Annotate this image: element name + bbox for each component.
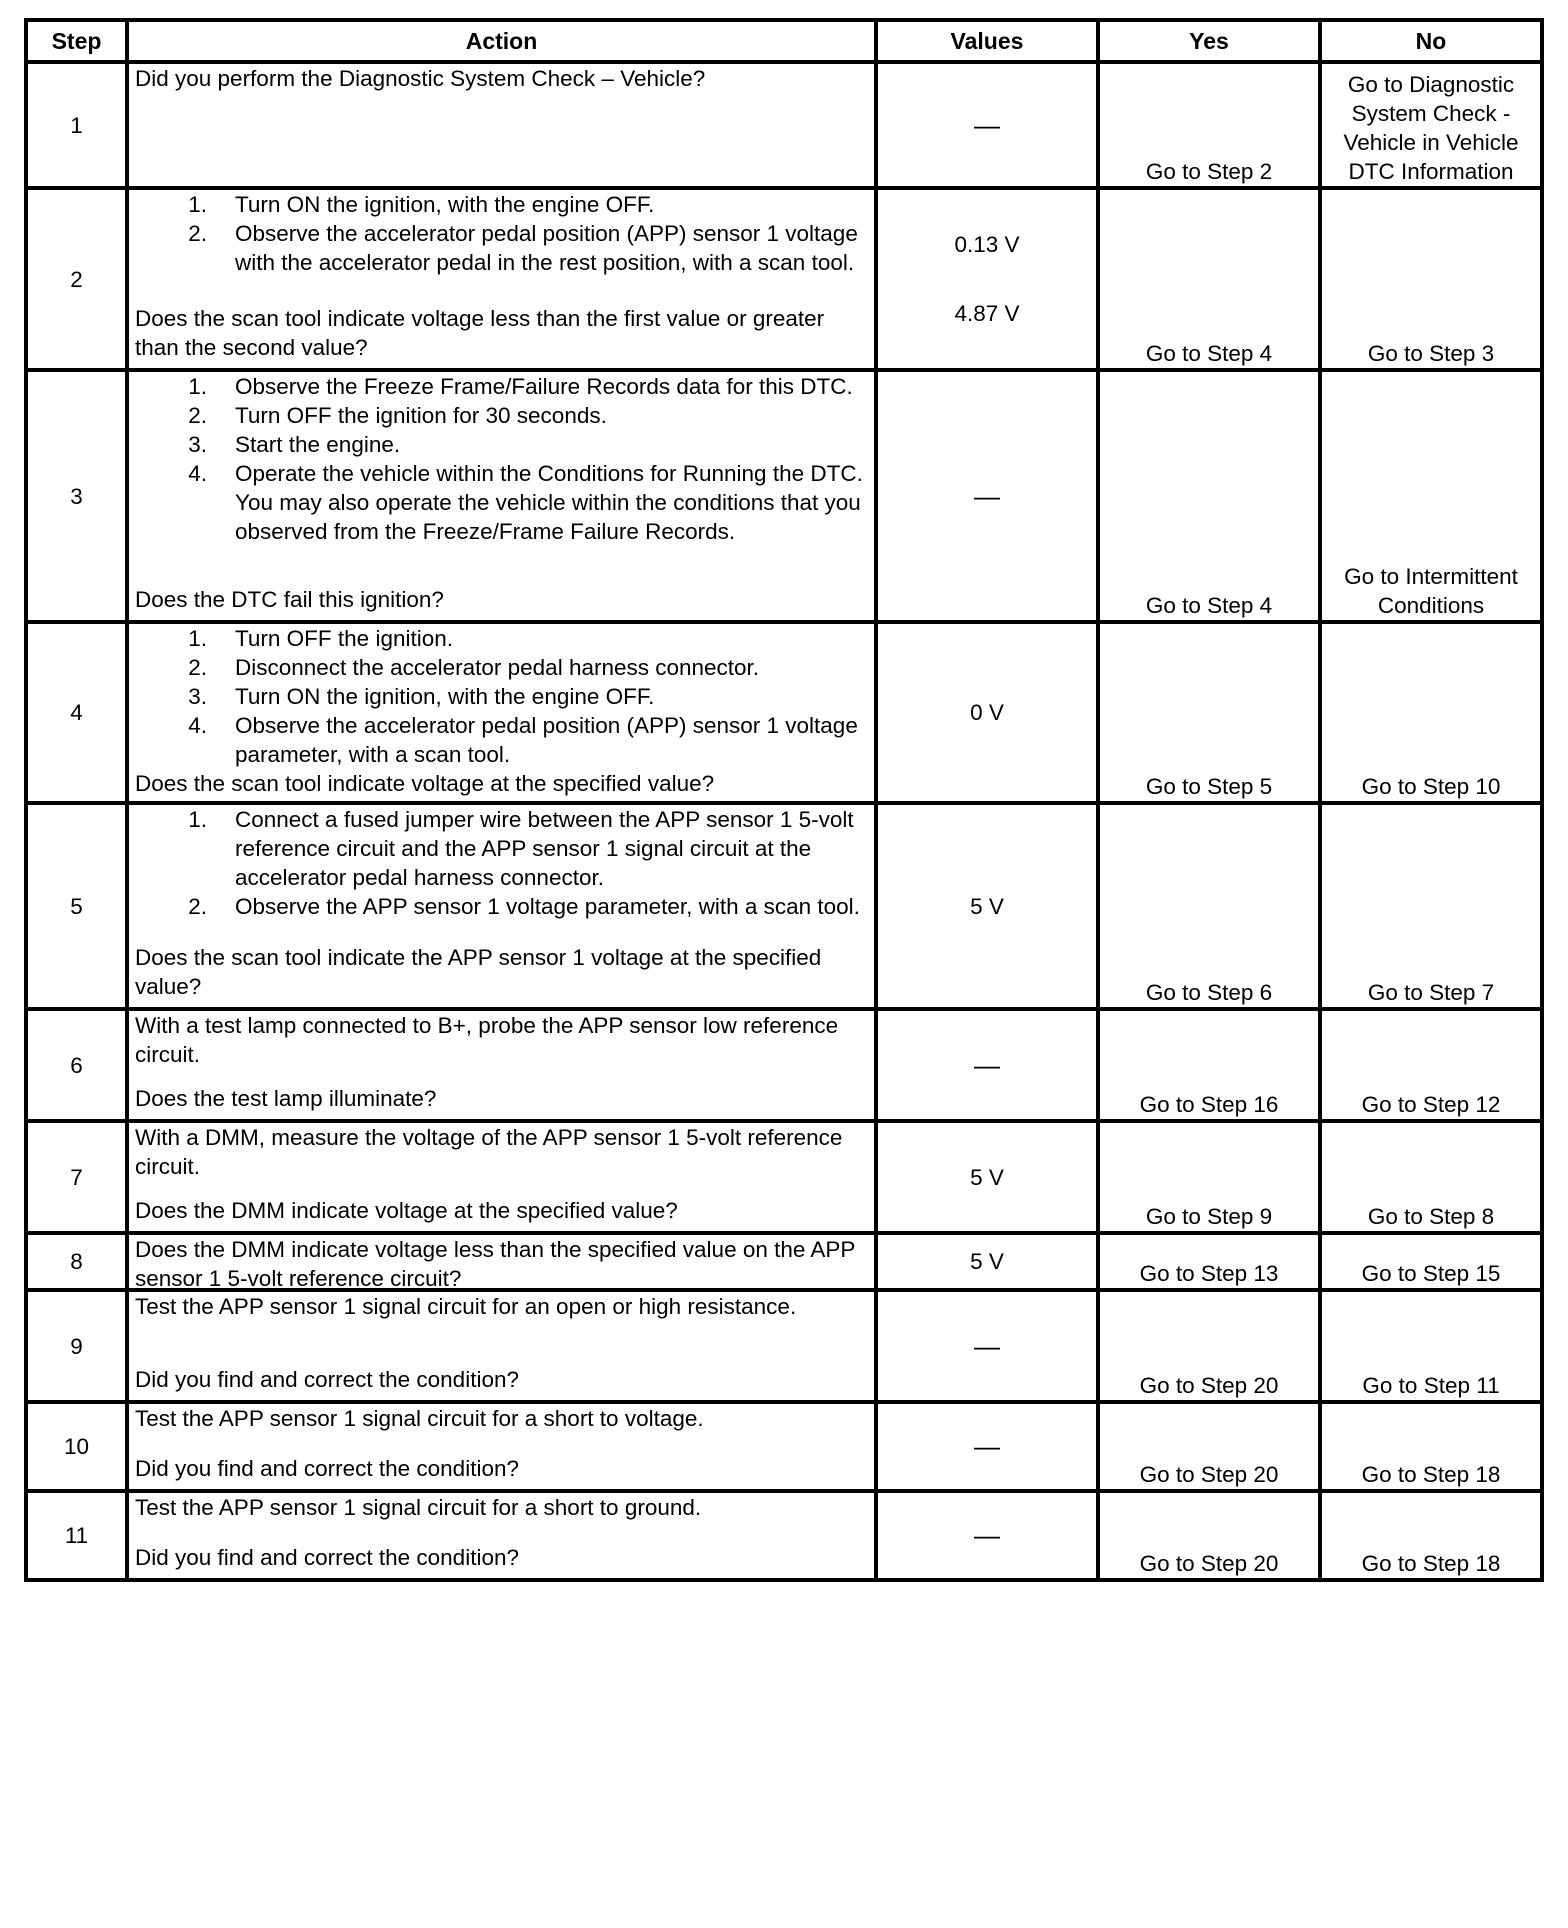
action-step-item xyxy=(135,430,868,459)
action-question: Does the scan tool indicate the APP sensor 1 voltage at the specified value? xyxy=(135,945,822,999)
action-steps xyxy=(135,190,868,277)
table-row xyxy=(26,62,1542,188)
no-link[interactable]: Go to Step 18 xyxy=(1320,1491,1542,1580)
action-step-text: Operate the vehicle within the Conditions for Running the DTC. You may also operate the vehicle within the conditions that you observed from the Freeze/Frame Failure Records. xyxy=(235,461,863,544)
no-link[interactable]: Go to Step 11 xyxy=(1320,1290,1542,1402)
action-step-item xyxy=(135,624,868,653)
value-text: — xyxy=(974,1431,1000,1461)
action-steps xyxy=(135,624,868,769)
no-link[interactable]: Go to Intermittent Conditions xyxy=(1320,370,1542,622)
header-no: No xyxy=(1320,20,1542,62)
header-action: Action xyxy=(127,20,876,62)
value-text: 5 V xyxy=(970,1249,1004,1274)
action-cell xyxy=(127,803,876,1009)
step-number: 5 xyxy=(26,803,127,1009)
action-step-text: Observe the accelerator pedal position (APP) sensor 1 voltage parameter, with a scan tool. xyxy=(235,713,858,767)
yes-link[interactable]: Go to Step 4 xyxy=(1098,370,1320,622)
table-row xyxy=(26,1491,1542,1580)
action-step-number: 1. xyxy=(188,192,207,217)
table-row xyxy=(26,1290,1542,1402)
header-row xyxy=(26,20,1542,62)
action-text: Did you perform the Diagnostic System Check – Vehicle? xyxy=(135,66,706,91)
values-cell xyxy=(876,622,1098,803)
action-cell xyxy=(127,1121,876,1233)
action-step-text: Disconnect the accelerator pedal harness connector. xyxy=(235,655,760,680)
action-text: With a DMM, measure the voltage of the APP sensor 1 5-volt reference circuit. xyxy=(135,1125,843,1179)
action-step-item xyxy=(135,653,868,682)
action-text: Does the DMM indicate voltage less than the specified value on the APP sensor 1 5-volt reference circuit? xyxy=(135,1237,856,1291)
action-question: Does the DMM indicate voltage at the specified value? xyxy=(135,1198,678,1223)
action-step-number: 3. xyxy=(188,684,207,709)
action-steps xyxy=(135,372,868,546)
step-number: 6 xyxy=(26,1009,127,1121)
table-row xyxy=(26,1121,1542,1233)
action-step-number: 3. xyxy=(188,432,207,457)
action-question: Does the scan tool indicate voltage less than the first value or greater than the second value? xyxy=(135,306,825,360)
action-question: Did you find and correct the condition? xyxy=(135,1456,519,1481)
action-step-number: 1. xyxy=(188,374,207,399)
value-text: — xyxy=(974,1330,1000,1361)
step-number: 9 xyxy=(26,1290,127,1402)
action-step-text: Turn ON the ignition, with the engine OFF. xyxy=(235,684,655,709)
action-step-item xyxy=(135,711,868,769)
action-step-number: 1. xyxy=(188,807,207,832)
yes-link[interactable]: Go to Step 20 xyxy=(1098,1402,1320,1491)
table-row xyxy=(26,1009,1542,1121)
action-step-number: 2. xyxy=(188,894,207,919)
step-number: 2 xyxy=(26,188,127,370)
value-text: — xyxy=(974,1049,1000,1080)
values-cell xyxy=(876,370,1098,622)
table-row xyxy=(26,803,1542,1009)
action-step-text: Turn ON the ignition, with the engine OFF. xyxy=(235,192,655,217)
step-number: 8 xyxy=(26,1233,127,1290)
action-text: Test the APP sensor 1 signal circuit for an open or high resistance. xyxy=(135,1294,797,1319)
action-text: Test the APP sensor 1 signal circuit for a short to ground. xyxy=(135,1495,702,1520)
values-cell xyxy=(876,1290,1098,1402)
value-text: 0 V xyxy=(970,700,1004,725)
no-link[interactable]: Go to Step 18 xyxy=(1320,1402,1542,1491)
step-number: 11 xyxy=(26,1491,127,1580)
action-step-text: Observe the Freeze Frame/Failure Records data for this DTC. xyxy=(235,374,853,399)
action-step-number: 2. xyxy=(188,403,207,428)
action-cell xyxy=(127,1290,876,1402)
no-link[interactable]: Go to Step 10 xyxy=(1320,622,1542,803)
no-link[interactable]: Go to Diagnostic System Check - Vehicle in Vehicle DTC Information xyxy=(1320,62,1542,188)
values-cell xyxy=(876,803,1098,1009)
action-step-number: 4. xyxy=(188,461,207,486)
step-number: 4 xyxy=(26,622,127,803)
action-step-number: 1. xyxy=(188,626,207,651)
values-cell xyxy=(876,1233,1098,1290)
values-cell xyxy=(876,1121,1098,1233)
action-cell xyxy=(127,622,876,803)
action-step-item xyxy=(135,401,868,430)
yes-link[interactable]: Go to Step 16 xyxy=(1098,1009,1320,1121)
action-cell xyxy=(127,1491,876,1580)
no-link[interactable]: Go to Step 8 xyxy=(1320,1121,1542,1233)
action-step-text: Observe the APP sensor 1 voltage parameter, with a scan tool. xyxy=(235,894,860,919)
action-step-item xyxy=(135,372,868,401)
header-values: Values xyxy=(876,20,1098,62)
table-row xyxy=(26,188,1542,370)
yes-link[interactable]: Go to Step 2 xyxy=(1098,62,1320,188)
action-step-item xyxy=(135,459,868,546)
table-body xyxy=(26,62,1542,1580)
yes-link[interactable]: Go to Step 4 xyxy=(1098,188,1320,370)
value-text: 5 V xyxy=(970,1164,1004,1190)
table-row xyxy=(26,370,1542,622)
values-cell xyxy=(876,1009,1098,1121)
action-step-text: Observe the accelerator pedal position (APP) sensor 1 voltage with the accelerator pedal in the rest position, with a scan tool. xyxy=(235,221,858,275)
action-step-number: 2. xyxy=(188,655,207,680)
values-cell xyxy=(876,1402,1098,1491)
step-number: 1 xyxy=(26,62,127,188)
step-number: 3 xyxy=(26,370,127,622)
no-link[interactable]: Go to Step 15 xyxy=(1320,1233,1542,1290)
yes-link[interactable]: Go to Step 20 xyxy=(1098,1290,1320,1402)
values-cell xyxy=(876,62,1098,188)
action-steps xyxy=(135,805,868,921)
action-question: Does the scan tool indicate voltage at the specified value? xyxy=(135,771,715,796)
action-text: Test the APP sensor 1 signal circuit for a short to voltage. xyxy=(135,1406,704,1431)
yes-link[interactable]: Go to Step 5 xyxy=(1098,622,1320,803)
action-cell xyxy=(127,62,876,188)
no-link[interactable]: Go to Step 7 xyxy=(1320,803,1542,1009)
action-step-item xyxy=(135,190,868,219)
yes-link[interactable]: Go to Step 9 xyxy=(1098,1121,1320,1233)
action-cell xyxy=(127,188,876,370)
action-step-item xyxy=(135,892,868,921)
value-text: — xyxy=(974,109,1000,140)
yes-link[interactable]: Go to Step 13 xyxy=(1098,1233,1320,1290)
action-cell xyxy=(127,1402,876,1491)
step-number: 10 xyxy=(26,1402,127,1491)
no-link[interactable]: Go to Step 3 xyxy=(1320,188,1542,370)
value-text: 4.87 V xyxy=(954,301,1020,326)
header-yes: Yes xyxy=(1098,20,1320,62)
value-text: — xyxy=(974,1520,1000,1550)
action-question: Did you find and correct the condition? xyxy=(135,1545,519,1570)
action-cell xyxy=(127,370,876,622)
step-number: 7 xyxy=(26,1121,127,1233)
table-row xyxy=(26,622,1542,803)
yes-link[interactable]: Go to Step 20 xyxy=(1098,1491,1320,1580)
action-question: Does the DTC fail this ignition? xyxy=(135,587,444,612)
value-text: 0.13 V xyxy=(954,232,1020,257)
table-row xyxy=(26,1233,1542,1290)
action-step-number: 2. xyxy=(188,221,207,246)
values-cell xyxy=(876,188,1098,370)
action-step-item xyxy=(135,805,868,892)
action-question: Does the test lamp illuminate? xyxy=(135,1086,437,1111)
action-step-text: Turn OFF the ignition. xyxy=(235,626,454,651)
action-text: With a test lamp connected to B+, probe the APP sensor low reference circuit. xyxy=(135,1013,839,1067)
value-text: — xyxy=(974,480,1000,511)
diagnostic-table xyxy=(24,18,1544,1582)
action-question: Did you find and correct the condition? xyxy=(135,1367,519,1392)
no-link[interactable]: Go to Step 12 xyxy=(1320,1009,1542,1121)
action-step-number: 4. xyxy=(188,713,207,738)
table-row xyxy=(26,1402,1542,1491)
action-step-item xyxy=(135,219,868,277)
yes-link[interactable]: Go to Step 6 xyxy=(1098,803,1320,1009)
action-cell xyxy=(127,1009,876,1121)
action-step-text: Turn OFF the ignition for 30 seconds. xyxy=(235,403,607,428)
header-step: Step xyxy=(26,20,127,62)
action-cell xyxy=(127,1233,876,1290)
values-cell xyxy=(876,1491,1098,1580)
action-step-text: Start the engine. xyxy=(235,432,401,457)
action-step-text: Connect a fused jumper wire between the APP sensor 1 5-volt reference circuit and the APP sensor 1 signal circuit at the accelerator pedal harness connector. xyxy=(235,807,854,890)
value-text: 5 V xyxy=(970,893,1004,919)
action-step-item xyxy=(135,682,868,711)
